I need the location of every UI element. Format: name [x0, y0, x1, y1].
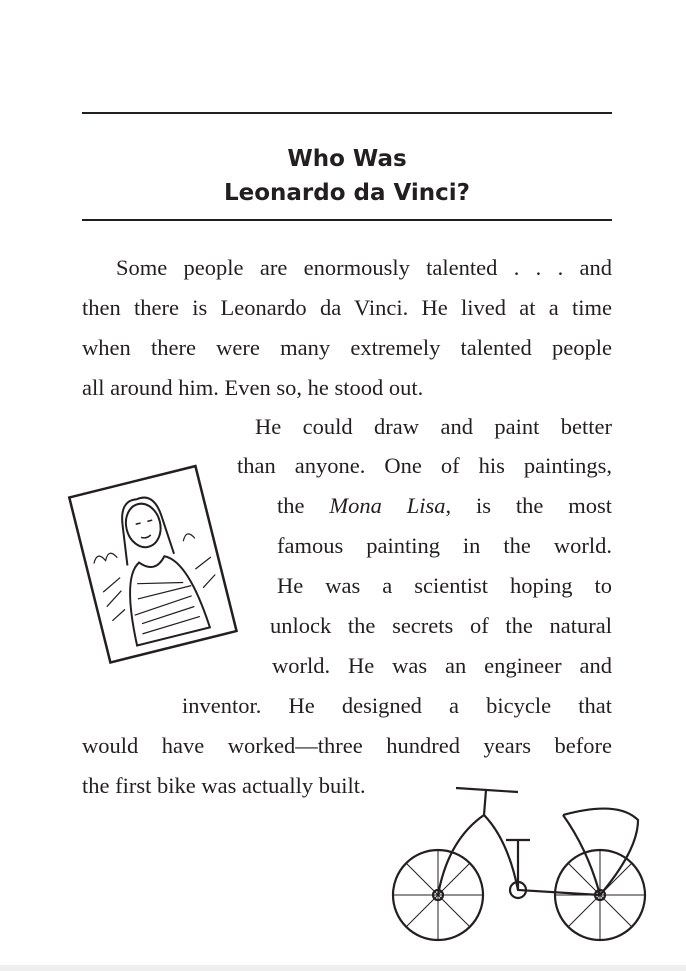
page-bottom-band: [0, 965, 686, 971]
body-line: than anyone. One of his paintings,: [237, 453, 612, 478]
body-line: inventor. He designed a bicycle that: [182, 693, 612, 718]
body-line: Some people are enormously talented . . . and: [116, 255, 612, 280]
body-line: unlock the secrets of the natural: [270, 613, 612, 638]
body-line: He was a scientist hoping to: [277, 573, 612, 598]
body-line: when there were many extremely talented people: [82, 335, 612, 360]
chapter-title-line-1: Who Was: [287, 146, 407, 172]
body-line: He could draw and paint better: [255, 414, 612, 439]
body-line: would have worked—three hundred years before: [82, 733, 612, 758]
text: , is the most: [445, 493, 612, 518]
chapter-title: [82, 142, 612, 210]
chapter-title-line-2: Leonardo da Vinci?: [223, 180, 471, 206]
body-line: the first bike was actually built.: [82, 773, 366, 798]
body-line: all around him. Even so, he stood out.: [82, 375, 424, 400]
mona-lisa-sketch: [58, 460, 243, 670]
painting-title: Mona Lisa: [329, 493, 446, 518]
body-line: world. He was an engineer and: [272, 653, 612, 678]
top-rule: [82, 112, 612, 114]
body-line: famous painting in the world.: [277, 533, 612, 558]
text: the: [277, 493, 330, 518]
title-bottom-rule: [82, 219, 612, 221]
bicycle-sketch: [388, 780, 648, 945]
body-line: [277, 491, 612, 521]
body-line: then there is Leonardo da Vinci. He lived at a time: [82, 295, 612, 320]
